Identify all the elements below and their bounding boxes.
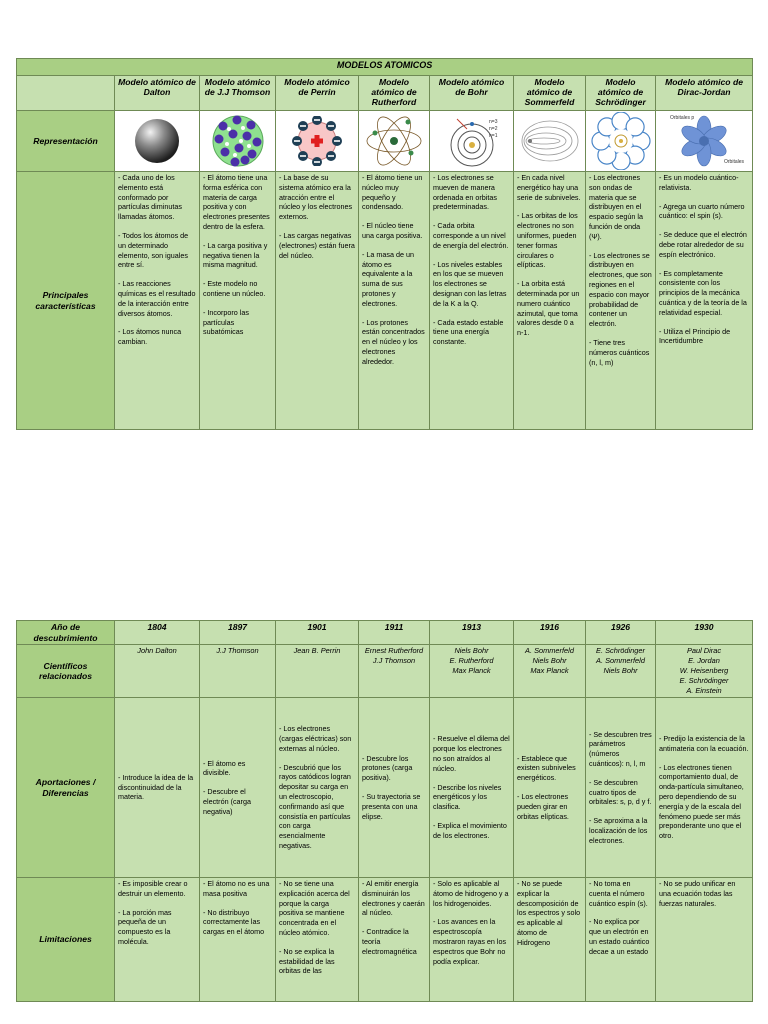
scientists-cell [200,645,276,698]
row-label-anio: Año de descubrimiento [17,621,115,645]
cell-paragraph: - Predijo la existencia de la antimateria con la ecuación. [659,734,749,753]
contributions-cell [586,698,656,878]
scientist-name: E. Rutherford [449,656,494,665]
limitations-cell [359,878,430,1002]
plum-pudding-icon [200,111,276,172]
cell-paragraph: - La carga positiva y negativa tienen la misma magnitud. [203,240,268,270]
cell-paragraph: - Los electrones se distribuyen en electrones, que son regiones en el espacio con mayor probabilidad de contener un electrón. [589,250,652,329]
bohr-level-label: n=3 [488,119,497,125]
bohr-level-label: n=1 [488,133,497,139]
cell-paragraph: - Es completamente consistente con los principios de la mecánica cuántica y de la teoría de la relatividad especial. [659,268,747,317]
cell-paragraph: - En cada nivel energético hay una serie de subniveles. [517,173,581,202]
rutherford-atom-icon [359,111,430,172]
cell-paragraph: - Se descubren cuatro tipos de orbitales: s, p, d y f. [589,777,652,807]
year-cell: 1901 [276,621,359,645]
cell-paragraph: - No distribuyo correctamente las cargas en el átomo [203,907,265,937]
history-table [16,620,753,1002]
model-name-header: Modelo atómico de Rutherford [359,76,430,111]
cell-paragraph: - La orbita está determinada por un numero cuántico azimutal, que toma valores desde 0 a n-1. [517,279,580,338]
year-cell: 1916 [514,621,586,645]
cell-paragraph: - El núcleo tiene una carga positiva. [362,221,423,240]
scientist-name: E. Jordan [688,656,720,665]
scientist-name: Ernest Rutherford [364,646,424,655]
scientist-name: Niels Bohr [532,656,567,665]
cell-paragraph: - Los electrones son ondas de materia que se distribuyen en el espacio según la función de onda (Ψ). [589,173,643,241]
cell-paragraph: - Establece que existen subniveles energéticos. [517,753,576,783]
cell-paragraph: - Los electrones pueden girar en orbitas elípticas. [517,792,569,821]
table-title: MODELOS ATOMICOS [17,59,753,76]
cell-paragraph: - Se descubren tres parámetros (números cuánticos): n, l, m [589,729,652,768]
contributions-cell [200,698,276,878]
scientist-name: E. Schrödinger [679,676,729,685]
cell-paragraph: - Los electrones (cargas eléctricas) son externas al núcleo. [279,724,352,753]
year-cell: 1926 [586,621,656,645]
cell-paragraph: - Los protones están concentrados en el núcleo y los electrones alrededor. [362,317,425,366]
contributions-cell [430,698,514,878]
row-label-aportaciones: Aportaciones / Diferencias [17,698,115,878]
cell-paragraph: - No toma en cuenta el número cuántico espín (s). [589,879,648,908]
scientists-cell [656,645,753,698]
year-cell: 1911 [359,621,430,645]
perrin-atom-icon [276,111,359,172]
cell-paragraph: - El átomo es divisible. [203,758,246,778]
characteristics-cell [115,172,200,430]
cell-paragraph: - Cada uno de los elemento está conformado por partículas diminutas llamadas átomos. [118,173,182,222]
characteristics-cell [359,172,430,430]
cell-paragraph: - Cada orbita corresponde a un nivel de energía del electrón. [433,221,509,250]
cell-paragraph: - Se aproxima a la localización de los electrones. [589,816,648,845]
cell-paragraph: - Al emitir energía disminuirán los electrones y caerán al núcleo. [362,879,425,918]
characteristics-cell [276,172,359,430]
cell-paragraph: - El átomo no es una masa positiva [203,879,270,898]
limitations-cell [656,878,753,1002]
row-label-caracteristicas: Principales características [17,172,115,430]
dirac-tag-label: Orbitales p [670,115,695,121]
scientist-name: E. Schrödinger [596,646,645,655]
year-cell: 1804 [115,621,200,645]
model-name-header: Modelo atómico de Dirac-Jordan [656,76,753,111]
scientist-name: John Dalton [137,646,177,655]
model-header-row [17,76,753,111]
contributions-cell [656,698,753,878]
scientists-cell [430,645,514,698]
cell-paragraph: - Agrega un cuarto número cuántico: el spin (s). [659,201,745,221]
empty-corner-cell [17,76,115,111]
scientist-name: J.J Thomson [372,656,416,665]
representation-row [17,111,753,172]
scientist-name: Jean B. Perrin [293,646,341,655]
scientist-name: Niels Bohr [603,666,638,675]
row-label-cientificos: Científicos relacionados [17,645,115,698]
year-cell: 1897 [200,621,276,645]
cell-paragraph: - No se puede explicar la descomposición de los espectros y solo es aplicable al átomo de Hidrogeno [517,879,581,947]
year-cell: 1913 [430,621,514,645]
characteristics-cell [430,172,514,430]
cell-paragraph: - El átomo tiene un núcleo muy pequeño y condensado. [362,173,423,212]
cell-paragraph: - No se pudo unificar en una ecuación todas las fuerzas naturales. [659,879,736,908]
characteristics-cell [656,172,753,430]
contributions-cell [115,698,200,878]
scientist-name: A. Sommerfeld [596,656,645,665]
cell-paragraph: - Es imposible crear o destruir un elemento. [118,879,188,898]
scientists-cell [586,645,656,698]
limitations-cell [514,878,586,1002]
limitations-cell [115,878,200,1002]
scientists-cell [276,645,359,698]
cell-paragraph: - Introduce la idea de la discontinuidad de la materia. [118,772,194,802]
row-label-limitaciones: Limitaciones [17,878,115,1002]
row-label-representacion: Representación [17,111,115,172]
cell-paragraph: - Las reacciones químicas es el resultado de la interacción entre diversos átomos. [118,279,196,318]
cell-paragraph: - Es un modelo cuántico-relativista. [659,173,739,192]
scientist-name: A. Einstein [686,686,722,695]
bohr-level-label: n=2 [488,126,497,132]
cell-paragraph: - La base de su sistema atómico era la atracción entre el núcleo y los electrones externos. [279,173,353,222]
scientists-cell [514,645,586,698]
cell-paragraph: - Descubre los protones (carga positiva). [362,753,413,783]
cell-paragraph: - Los niveles estables en los que se mueven los electrones se designan con las letras de la K a la Q. [433,259,507,308]
limitations-cell [200,878,276,1002]
cell-paragraph: - Utiliza el Principio de Incertidumbre [659,326,731,346]
model-name-header: Modelo atómico de J.J Thomson [200,76,276,111]
cell-paragraph: - Tiene tres números cuánticos (n, l, m) [589,337,650,367]
model-name-header: Modelo atómico de Dalton [115,76,200,111]
contributions-cell [514,698,586,878]
contributions-row [17,698,753,878]
characteristics-row [17,172,753,430]
cell-paragraph: - Los átomos nunca cambian. [118,327,182,347]
cell-paragraph: - Contradice la teoría electromagnética [362,927,417,956]
characteristics-cell [514,172,586,430]
characteristics-cell [200,172,276,430]
schrodinger-cloud-icon [586,111,656,172]
cell-paragraph: - No se tiene una explicación acerca del porque la carga positiva se mantiene concentrada en el núcleo atómico. [279,879,350,937]
model-name-header: Modelo atómico de Sommerfeld [514,76,586,111]
model-name-header: Modelo atómico de Bohr [430,76,514,111]
year-row [17,621,753,645]
scientists-cell [359,645,430,698]
scientists-row [17,645,753,698]
contributions-cell [276,698,359,878]
model-name-header: Modelo atómico de Schrödinger [586,76,656,111]
cell-paragraph: - La masa de un átomo es equivalente a la suma de sus protones y electrones. [362,249,414,308]
model-name-header: Modelo atómico de Perrin [276,76,359,111]
scientist-name: Paul Dirac [686,646,722,655]
limitations-row [17,878,753,1002]
cell-paragraph: - Descubrió que los rayos catódicos logran depositar su carga en un electroscopio, confirmando así que consistía en partículas con carga esencialmente negativas. [279,762,351,850]
limitations-cell [586,878,656,1002]
cell-paragraph: - Los electrones se mueven de manera ordenada en orbitas predeterminadas. [433,173,497,212]
models-table [16,58,753,430]
cell-paragraph: - El átomo tiene una forma esférica con materia de carga positiva y con electrones presentes dentro de la esfera. [203,173,270,231]
scientist-name: Max Planck [452,666,491,675]
cell-paragraph: - Explica el movimiento de los electrones. [433,820,507,840]
gray-sphere-icon [115,111,200,172]
scientists-cell [115,645,200,698]
cell-paragraph: - Cada estado estable tiene una energía constante. [433,317,504,347]
limitations-cell [430,878,514,1002]
cell-paragraph: - No se explica la estabilidad de las orbitas de las [279,946,335,976]
cell-paragraph: - La porción mas pequeña de un compuesto es la molécula. [118,907,172,946]
cell-paragraph: - Las orbitas de los electrones no son uniformes, pueden tener formas circulares o elípticas. [517,211,578,270]
dirac-orbitals-icon [656,111,753,172]
cell-paragraph: - Los avances en la espectroscopía mostraron rayas en los espectros que Bohr no podía explicar. [433,917,507,966]
characteristics-cell [586,172,656,430]
cell-paragraph: - Los electrones tienen comportamiento dual, de onda-partícula simultaneo, pero dependiendo de su energía y de la escala del fenómeno puede ser más preponderante uno que el otro. [659,762,744,841]
cell-paragraph: - Se deduce que el electrón debe rotar alrededor de su espín electrónico. [659,230,747,259]
contributions-cell [359,698,430,878]
dirac-tag-label: Orbitales [724,159,745,165]
cell-paragraph: - Todos los átomos de un determinado elemento, son iguales entre sí. [118,230,189,270]
limitations-cell [276,878,359,1002]
bohr-atom-icon [430,111,514,172]
scientist-name: Niels Bohr [454,646,489,655]
cell-paragraph: - Describe los niveles energéticos y los clasifica. [433,782,502,812]
cell-paragraph: - Resuelve el dilema del porque los electrones no son atraídos al núcleo. [433,734,510,773]
cell-paragraph: - Las cargas negativas (electrones) están fuera del núcleo. [279,230,355,260]
scientist-name: A. Sommerfeld [525,646,574,655]
year-cell: 1930 [656,621,753,645]
cell-paragraph: - Incorporo las partículas subatómicas [203,307,249,337]
scientist-name: Max Planck [530,666,569,675]
cell-paragraph: - No explica por que un electrón en un estado cuántico decae a un estado [589,917,650,956]
cell-paragraph: - Descubre el electrón (carga negativa) [203,787,251,816]
scientist-name: J.J Thomson [216,646,259,655]
sommerfeld-orbits-icon [514,111,586,172]
cell-paragraph: - Este modelo no contiene un núcleo. [203,279,266,298]
scientist-name: W. Heisenberg [679,666,729,675]
cell-paragraph: - Su trayectoria se presenta con una elipse. [362,792,421,821]
cell-paragraph: - Solo es aplicable al átomo de hidrogeno y a los hidrogenoides. [433,879,509,908]
